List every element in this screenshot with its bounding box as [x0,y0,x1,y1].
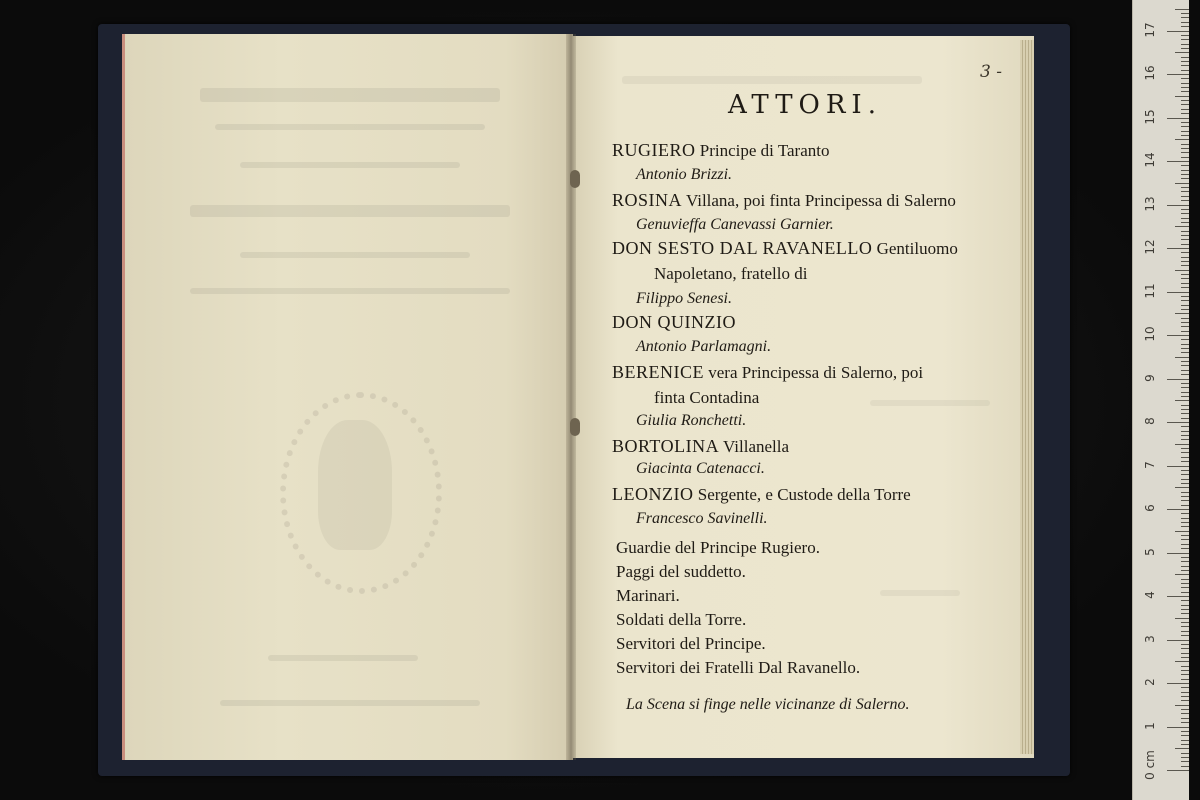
ruler-tick [1175,357,1189,358]
actor-name: Genuvieffa Canevassi Garnier. [636,216,834,233]
cast-role-line [612,484,911,505]
ruler-tick [1181,126,1189,127]
ruler-tick [1181,461,1189,462]
ruler-number: 5 [1143,547,1157,556]
actor-name: Francesco Savinelli. [636,510,768,527]
extra-role: Marinari. [616,586,680,605]
ruler-tick [1167,683,1189,684]
ruler-tick [1181,44,1189,45]
ruler-tick [1181,222,1189,223]
ruler-tick [1181,544,1189,545]
ruler-tick [1181,148,1189,149]
ruler-tick [1181,344,1189,345]
ruler-tick [1181,526,1189,527]
ruler-tick [1181,239,1189,240]
ruler-tick [1181,17,1189,18]
ruler-tick [1181,170,1189,171]
ruler-tick [1181,87,1189,88]
ruler-number: 16 [1143,65,1157,81]
ruler-tick [1175,661,1189,662]
ruler-tick [1175,226,1189,227]
ruler-tick [1181,287,1189,288]
ruler-tick [1181,61,1189,62]
ruler-tick [1181,761,1189,762]
ruler-tick [1181,457,1189,458]
ruler-tick [1181,26,1189,27]
extra-role: Servitori dei Fratelli Dal Ravanello. [616,658,861,677]
character-name: BERENICE [612,362,704,382]
ruler-tick [1167,509,1189,510]
ruler-tick [1181,318,1189,319]
ruler-tick [1181,300,1189,301]
ruler-tick [1181,496,1189,497]
ruler-tick [1181,548,1189,549]
ruler-tick [1181,522,1189,523]
ruler-tick [1181,135,1189,136]
ruler-tick [1181,39,1189,40]
ruler-tick [1181,648,1189,649]
ruler-tick [1181,757,1189,758]
ruler-tick [1181,113,1189,114]
ruler-tick [1181,718,1189,719]
ruler-tick [1181,100,1189,101]
ruler-tick [1181,566,1189,567]
ruler-tick [1181,383,1189,384]
ruler-tick [1181,122,1189,123]
ruler-tick [1181,257,1189,258]
ruler-tick [1181,200,1189,201]
ruler-tick [1175,574,1189,575]
ruler-tick [1175,400,1189,401]
actor-name: Antonio Parlamagni. [636,338,772,355]
ruler-tick [1181,539,1189,540]
cast-role-line [612,190,956,211]
ruler-number: 13 [1143,195,1157,212]
ruler-tick [1181,396,1189,397]
ruler-number: 10 [1143,326,1157,342]
binding-stitch [570,418,580,436]
ruler-tick [1167,248,1189,249]
ruler-tick [1167,205,1189,206]
ruler-tick [1181,305,1189,306]
ruler-tick [1175,139,1189,140]
ruler-tick [1181,731,1189,732]
ruler-tick [1181,592,1189,593]
ruler-tick [1181,209,1189,210]
bleed-through-line [268,655,418,661]
ruler-tick [1181,609,1189,610]
ruler-tick [1175,313,1189,314]
page-title: ATTORI. [728,90,882,120]
ruler-tick [1181,109,1189,110]
actor-name: Giulia Ronchetti. [636,412,747,429]
ruler-tick [1181,687,1189,688]
ruler-tick [1181,157,1189,158]
ruler-tick [1181,339,1189,340]
ruler-tick [1181,696,1189,697]
character-description: Sergente, e Custode della Torre [693,485,911,504]
bleed-through-line [220,700,480,706]
ruler-tick [1167,292,1189,293]
ruler-tick [1175,487,1189,488]
ruler-tick [1181,753,1189,754]
ruler-tick [1181,452,1189,453]
ruler-tick [1167,422,1189,423]
ruler-number: 3 [1143,634,1157,643]
actor-name: Antonio Brizzi. [636,166,733,183]
ruler-tick [1181,613,1189,614]
ruler-tick [1181,13,1189,14]
ruler-tick [1181,722,1189,723]
actor-name: Giacinta Catenacci. [636,460,765,477]
ruler-tick [1175,270,1189,271]
cast-role-line [612,436,789,457]
ruler-number: 2 [1143,678,1157,686]
ruler-tick [1167,640,1189,641]
ruler-number: 12 [1143,239,1157,255]
character-description: vera Principessa di Salerno, poi [704,363,924,382]
extra-role: Guardie del Principe Rugiero. [616,538,820,557]
book-gutter [566,34,576,760]
ruler-tick [1181,326,1189,327]
ruler-tick [1181,231,1189,232]
ruler-tick [1181,483,1189,484]
ruler-tick [1181,78,1189,79]
ruler-tick [1181,361,1189,362]
ruler-tick [1181,65,1189,66]
ruler-tick [1167,466,1189,467]
ruler-tick [1181,766,1189,767]
ruler-tick [1175,748,1189,749]
ruler-tick [1181,735,1189,736]
ruler-tick [1181,431,1189,432]
ruler-tick [1181,283,1189,284]
ruler-tick [1181,474,1189,475]
ruler-number: 1 [1143,721,1157,730]
page-edges [1020,40,1034,754]
ruler-tick [1181,213,1189,214]
ruler-tick [1167,770,1189,771]
character-description: Principe di Taranto [695,141,830,160]
ruler-tick [1175,618,1189,619]
ruler-tick [1181,144,1189,145]
ruler-number: 7 [1143,460,1157,469]
ruler-tick [1175,531,1189,532]
ruler-tick [1181,631,1189,632]
ruler-tick [1181,418,1189,419]
ruler-tick [1181,152,1189,153]
ruler-tick [1181,322,1189,323]
ruler-tick [1167,596,1189,597]
ruler-tick [1167,553,1189,554]
ruler-tick [1181,600,1189,601]
ruler-tick [1181,274,1189,275]
ruler-tick [1181,587,1189,588]
ruler-tick [1181,426,1189,427]
ruler-tick [1181,365,1189,366]
ruler-tick [1181,622,1189,623]
actor-name: Filippo Senesi. [636,290,732,307]
ruler-tick [1181,409,1189,410]
extra-role: Servitori del Principe. [616,634,766,653]
ruler-tick [1181,235,1189,236]
ruler-tick [1167,727,1189,728]
ruler-tick [1181,500,1189,501]
ruler-tick [1181,191,1189,192]
ruler-tick [1175,96,1189,97]
ruler-tick [1181,218,1189,219]
ruler-tick [1167,74,1189,75]
ruler-tick [1181,48,1189,49]
ruler-tick [1181,57,1189,58]
ruler-tick [1181,679,1189,680]
ruler-tick [1181,579,1189,580]
page-number: 3 - [980,62,1002,82]
ruler-number: 6 [1143,504,1157,512]
ruler-tick [1181,348,1189,349]
character-description-continued: finta Contadina [654,388,760,407]
scene-note: La Scena si finge nelle vicinanze di Salerno. [626,696,910,713]
ruler-tick [1181,674,1189,675]
bleed-through-line [190,205,510,217]
ruler-tick [1167,335,1189,336]
bleed-through-line [190,288,510,294]
cast-role-line [612,238,958,259]
ruler-tick [1167,31,1189,32]
ruler-tick [1167,379,1189,380]
extra-role: Paggi del suddetto. [616,562,746,581]
ruler-tick [1167,118,1189,119]
ruler-tick [1181,583,1189,584]
ruler-tick [1181,657,1189,658]
ruler-tick [1181,709,1189,710]
ruler-tick [1181,331,1189,332]
ruler-tick [1167,161,1189,162]
ruler-number: 9 [1143,373,1157,382]
character-name: BORTOLINA [612,436,720,456]
ruler-tick [1181,492,1189,493]
ruler-tick [1181,405,1189,406]
ruler-tick [1181,70,1189,71]
ruler-number: 14 [1143,152,1157,168]
character-name: LEONZIO [612,484,694,504]
ruler-tick [1181,670,1189,671]
ruler-tick [1181,666,1189,667]
ruler-tick [1181,35,1189,36]
ruler-tick [1181,187,1189,188]
ruler-tick [1181,352,1189,353]
ruler-tick [1181,196,1189,197]
ruler-tick [1181,309,1189,310]
ruler-tick [1181,535,1189,536]
bleed-through-line [870,400,990,406]
ruler-tick [1181,713,1189,714]
bleed-through-line [622,76,922,84]
ruler-tick [1181,278,1189,279]
ruler-tick [1181,479,1189,480]
character-description-continued: Napoletano, fratello di [654,264,808,283]
ruler-tick [1181,374,1189,375]
library-watermark [380,300,580,450]
ruler-tick [1181,626,1189,627]
character-description: Gentiluomo [872,239,958,258]
ruler-tick [1181,448,1189,449]
ruler-tick [1181,392,1189,393]
ruler-tick [1181,470,1189,471]
ruler-tick [1181,605,1189,606]
bleed-through-line [880,590,960,596]
measurement-ruler [1132,0,1189,800]
ruler-tick [1181,83,1189,84]
bleed-through-line [240,162,460,168]
character-description: Villanella [719,437,790,456]
ruler-tick [1181,513,1189,514]
ruler-tick [1175,183,1189,184]
ruler-tick [1181,91,1189,92]
ruler-tick [1181,261,1189,262]
ruler-number: 11 [1143,282,1157,299]
ruler-tick [1181,692,1189,693]
ruler-tick [1175,444,1189,445]
ruler-tick [1181,435,1189,436]
ruler-tick [1181,700,1189,701]
ruler-number: 17 [1143,21,1157,38]
ruler-tick [1181,439,1189,440]
ruler-tick [1181,370,1189,371]
ruler-tick [1181,165,1189,166]
cast-role-line [612,140,830,161]
ruler-tick [1181,265,1189,266]
character-name: RUGIERO [612,140,696,160]
character-name: ROSINA [612,190,683,210]
ruler-tick [1181,244,1189,245]
ruler-number: 15 [1143,108,1157,125]
ruler-tick [1181,387,1189,388]
bleed-through-line [215,124,485,130]
ruler-tick [1181,22,1189,23]
ruler-tick [1175,9,1189,10]
ruler-tick [1181,131,1189,132]
ruler-tick [1181,413,1189,414]
ruler-tick [1181,557,1189,558]
ruler-tick [1181,740,1189,741]
cast-role-line [612,312,736,333]
ruler-tick [1181,104,1189,105]
ruler-tick [1181,518,1189,519]
ruler-tick [1175,705,1189,706]
ruler-number: 8 [1143,417,1157,425]
ruler-number: 4 [1143,591,1157,599]
character-description: Villana, poi finta Principessa di Salerno [682,191,956,210]
ruler-unit-label: 0 cm [1143,750,1157,780]
ruler-tick [1181,644,1189,645]
extra-role: Soldati della Torre. [616,610,747,629]
bleed-through-title [200,88,500,102]
bleed-through-line [240,252,470,258]
character-name: DON QUINZIO [612,312,736,332]
ruler-tick [1175,52,1189,53]
binding-stitch [570,170,580,188]
ruler-tick [1181,744,1189,745]
ruler-tick [1181,505,1189,506]
ruler-tick [1181,296,1189,297]
character-name: DON SESTO DAL RAVANELLO [612,238,873,258]
ruler-tick [1181,174,1189,175]
ruler-tick [1181,570,1189,571]
cast-role-line [612,362,923,383]
ruler-tick [1181,252,1189,253]
ruler-tick [1181,178,1189,179]
ruler-tick [1181,635,1189,636]
ruler-tick [1181,653,1189,654]
ruler-tick [1181,561,1189,562]
